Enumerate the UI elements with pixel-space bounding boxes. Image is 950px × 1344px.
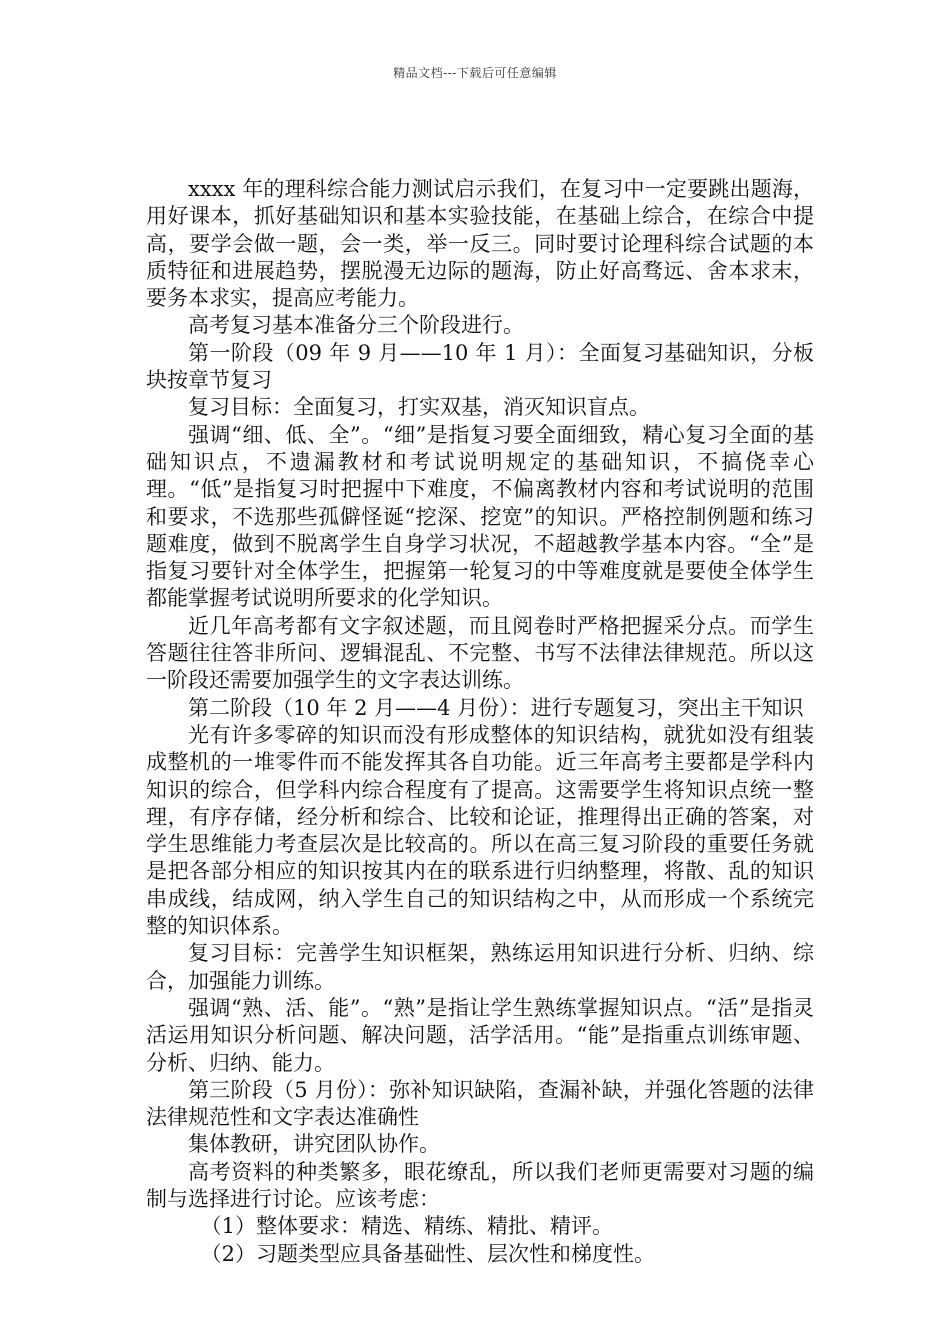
paragraph-stage-two-heading: 第二阶段（10 年 2 月——4 月份）：进行专题复习，突出主干知识	[188, 695, 804, 720]
list-item-overall-requirement: （1）整体要求：精选、精练、精批、精评。	[200, 1214, 613, 1239]
page-header: 精品文档---下载后可任意编辑	[393, 66, 557, 80]
list-item-exercise-types: （2）习题类型应具备基础性、层次性和梯度性。	[200, 1241, 655, 1266]
paragraph-exercise-selection: 高考资料的种类繁多，眼花缭乱，所以我们老师更需要对习题的编制与选择进行讨论。应该考虑：	[146, 1159, 814, 1211]
paragraph-team-research: 集体教研，讲究团队协作。	[188, 1132, 440, 1157]
paragraph-stage-one-heading: 第一阶段（09 年 9 月——10 年 1 月）：全面复习基础知识，分板块按章节复习	[146, 340, 814, 393]
paragraph-three-stages: 高考复习基本准备分三个阶段进行。	[188, 313, 524, 338]
paragraph-stage-one-goal: 复习目标：全面复习，打实双基，消灭知识盲点。	[188, 395, 650, 420]
paragraph-intro: xxxx 年的理科综合能力测试启示我们，在复习中一定要跳出题海，用好课本，抓好基础知识和基本实验技能，在基础上综合，在综合中提高，要学会做一题，会一类，举一反三。同时要讨论理科综合试题的本质特征和进展趋势，摆脱漫无边际的题海，防止好高骛远、舍本求末，要务本求实，提高应考能力。	[146, 177, 814, 311]
paragraph-stage-three-heading: 第三阶段（5 月份）：弥补知识缺陷，查漏补缺，并强化答题的法律法律规范性和文字表达准确性	[146, 1077, 814, 1130]
paragraph-stage-one-emphasis: 强调“细、低、全”。“细”是指复习要全面细致，精心复习全面的基础知识点，不遗漏教材和考试说明规定的基础知识，不搞侥幸心理。“低”是指复习时把握中下难度，不偏离教材内容和考试说明的范围和要求，不选那些孤僻怪诞“挖深、挖宽”的知识。严格控制例题和练习题难度，做到不脱离学生自身学习状况，不超越教学基本内容。“全”是指复习要针对全体学生，把握第一轮复习的中等难度就是要使全体学生都能掌握考试说明所要求的化学知识。	[146, 422, 814, 611]
paragraph-stage-two-emphasis: 强调“熟、活、能”。“熟”是指让学生熟练掌握知识点。“活”是指灵活运用知识分析问题、解决问题，活学活用。“能”是指重点训练审题、分析、归纳、能力。	[146, 995, 814, 1075]
paragraph-stage-two-goal: 复习目标：完善学生知识框架，熟练运用知识进行分析、归纳、综合，加强能力训练。	[146, 941, 814, 993]
paragraph-writing-training: 近几年高考都有文字叙述题，而且阅卷时严格把握采分点。而学生答题往往答非所问、逻辑混乱、不完整、书写不法律法律规范。所以这一阶段还需要加强学生的文字表达训练。	[146, 613, 814, 693]
document-body	[146, 176, 814, 1268]
paragraph-knowledge-structure: 光有许多零碎的知识而没有形成整体的知识结构，就犹如没有组装成整机的一堆零件而不能发挥其各自功能。近三年高考主要都是学科内知识的综合，但学科内综合程度有了提高。这需要学生将知识点统一整理，有序存储，经分析和综合、比较和论证，推理得出正确的答案，对学生思维能力考查层次是比较高的。所以在高三复习阶段的重要任务就是把各部分相应的知识按其内在的联系进行归纳整理，将散、乱的知识串成线，结成网，纳入学生自己的知识结构之中，从而形成一个系统完整的知识体系。	[146, 722, 814, 939]
